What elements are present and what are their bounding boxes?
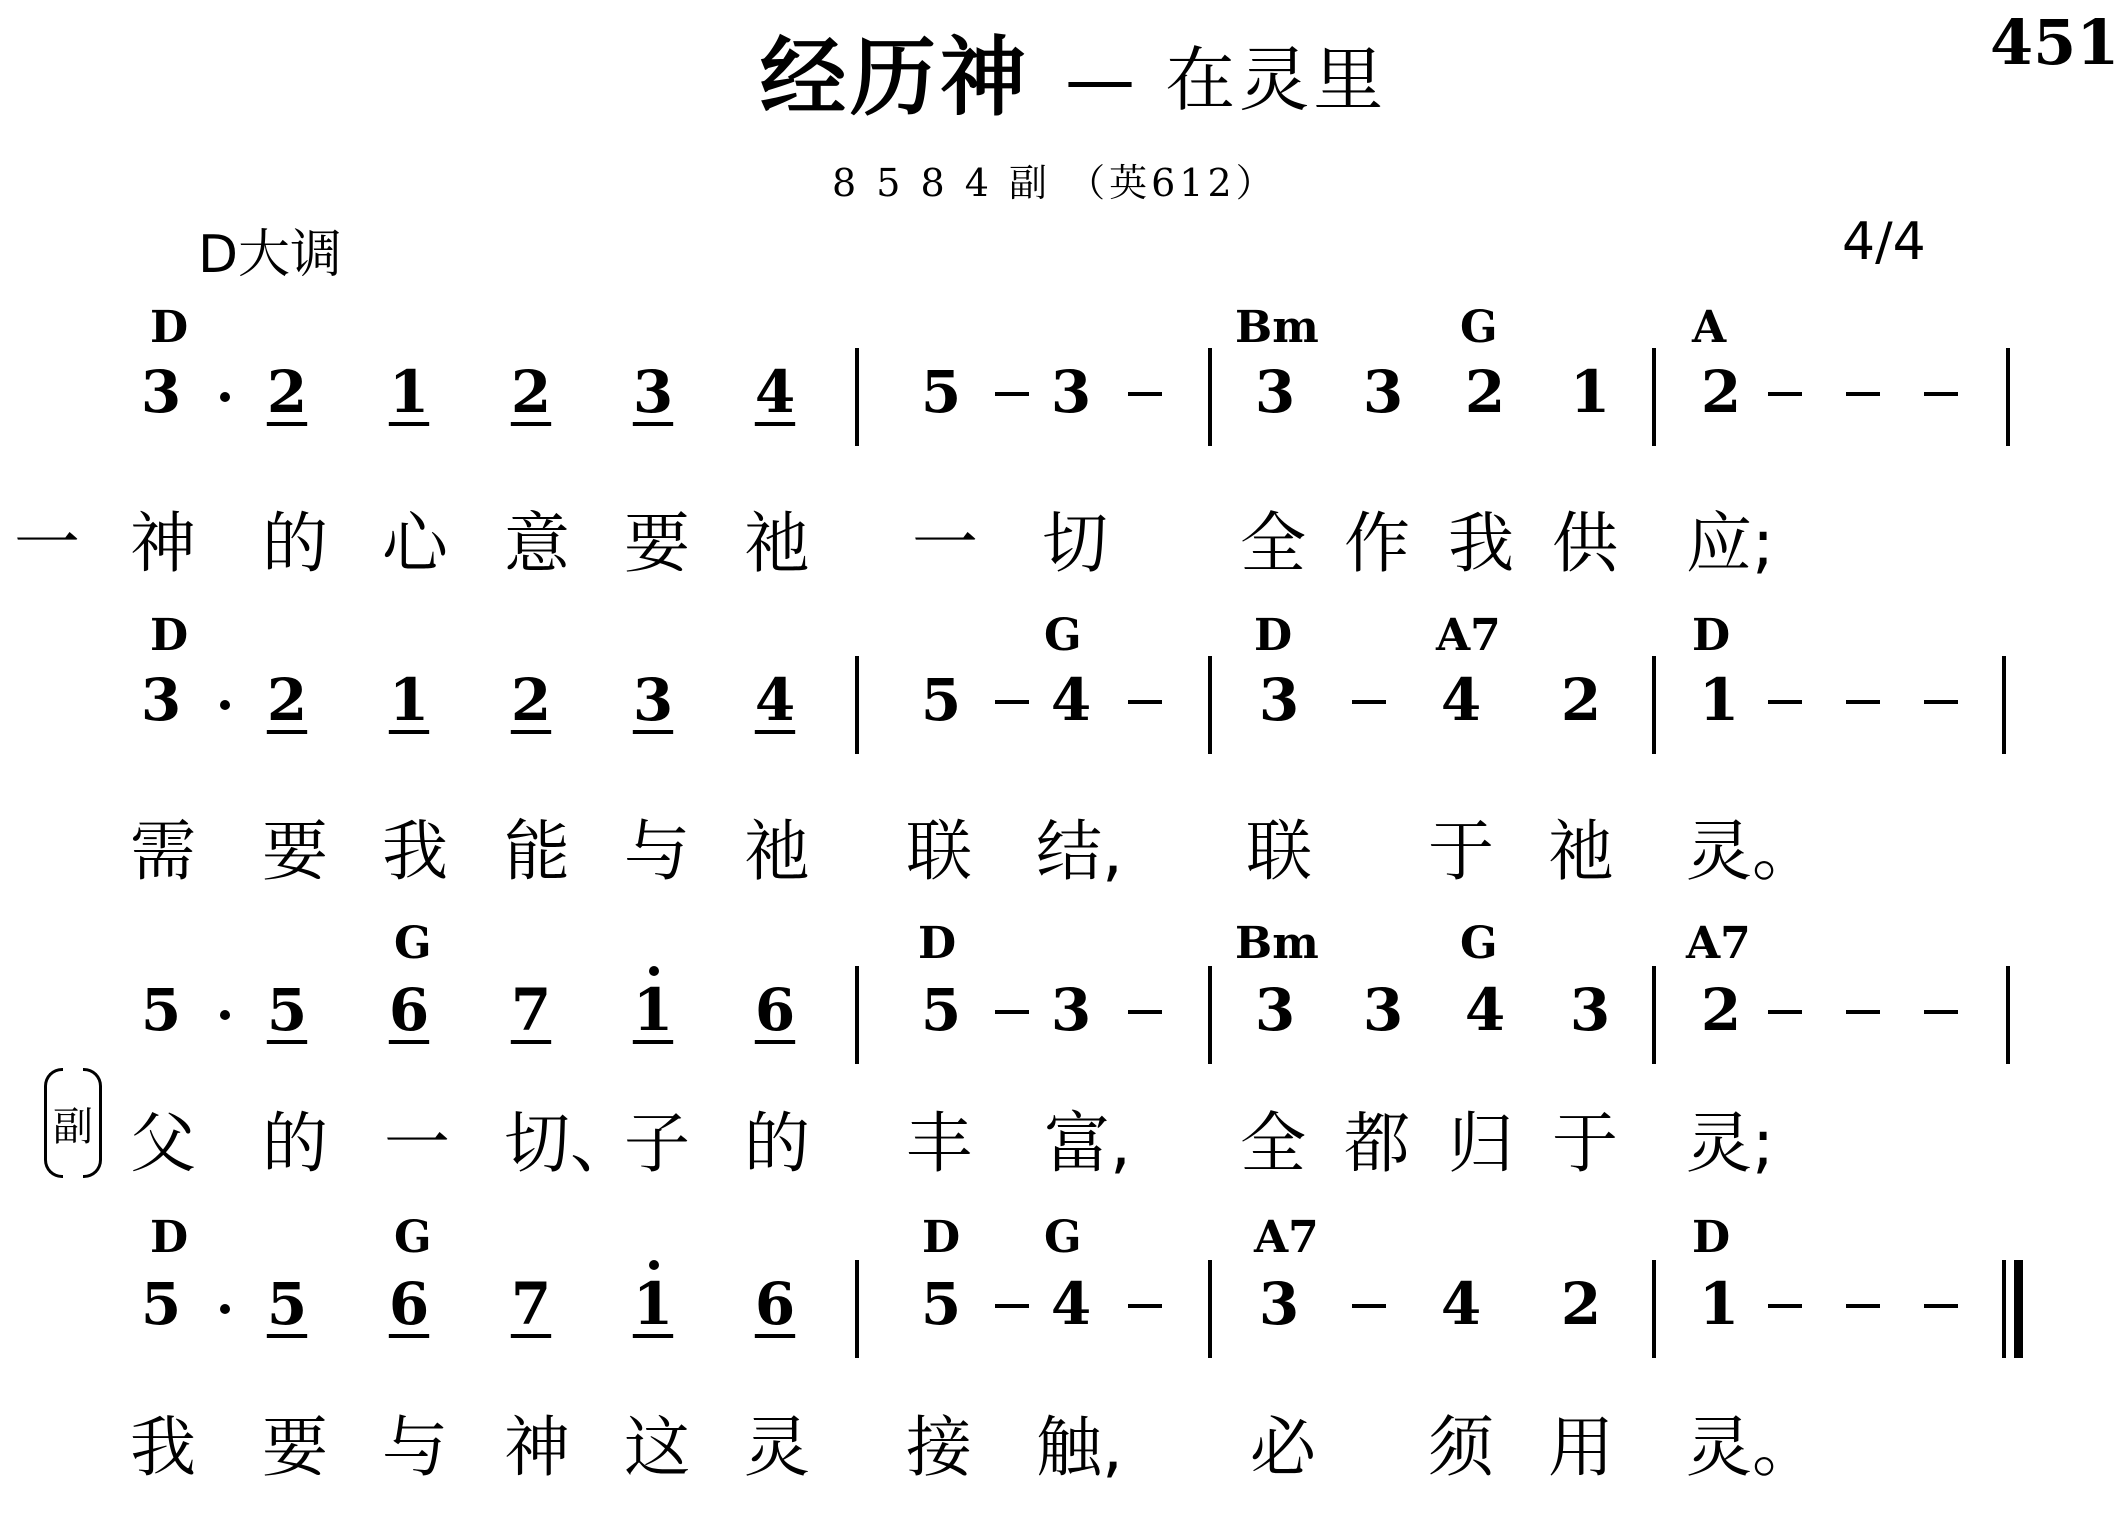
lyric-char: 灵 [744, 1409, 810, 1486]
barline [1652, 348, 1656, 446]
note: 7 [510, 976, 552, 1044]
note: 5 [920, 358, 962, 426]
chord: A7 [1686, 918, 1751, 969]
chord: Bm [1235, 302, 1319, 353]
lyric-char: 神 [504, 1409, 570, 1486]
note: 2 [1700, 358, 1742, 426]
hold-dash [1768, 700, 1802, 704]
chord: D [150, 610, 189, 661]
lyric-char: 归 [1448, 1105, 1514, 1182]
note: 3 [1569, 976, 1611, 1044]
note: 3 [1362, 976, 1404, 1044]
note: 4 [1440, 1270, 1482, 1338]
lyric-char: 神 [130, 505, 196, 582]
note: 1 [388, 666, 430, 734]
note: 4 [1050, 666, 1092, 734]
note: 4 [1440, 666, 1482, 734]
chord: D [1692, 1212, 1731, 1263]
chord: D [150, 1212, 189, 1263]
barline [2006, 966, 2010, 1064]
barline [2006, 348, 2010, 446]
lyric-char: 全 [1240, 1105, 1306, 1182]
barline [1208, 1260, 1212, 1358]
augmentation-dot [220, 1304, 230, 1314]
note: 2 [1560, 1270, 1602, 1338]
time-signature: 4/4 [1842, 212, 1926, 272]
lyric-char: 灵。 [1686, 1409, 1818, 1486]
chord: D [1254, 610, 1293, 661]
barline [1652, 1260, 1656, 1358]
note: 3 [1254, 358, 1296, 426]
chord: G [394, 1212, 432, 1263]
lyric-char: 切 [1042, 505, 1108, 582]
hold-dash [1924, 392, 1958, 396]
barline [855, 348, 859, 446]
lyric-char: 作 [1344, 505, 1410, 582]
chord: D [1692, 610, 1731, 661]
lyric-char: 与 [624, 813, 690, 890]
lyric-char: 一 [384, 1105, 450, 1182]
hold-dash [1846, 1304, 1880, 1308]
lyric-char: 接 [906, 1409, 972, 1486]
lyric-char: 联 [1246, 813, 1312, 890]
note: 5 [920, 976, 962, 1044]
lyric-char: 丰 [906, 1105, 972, 1182]
lyric-char: 灵。 [1686, 813, 1818, 890]
lyric-char: 祂 [1548, 813, 1614, 890]
note: 1 [1569, 358, 1611, 426]
hymn-number: 451 [1990, 6, 2120, 79]
note: 3 [632, 666, 674, 734]
lyric-char: 我 [382, 813, 448, 890]
chord: A [1692, 302, 1727, 353]
chord: G [394, 918, 432, 969]
lyric-char: 于 [1428, 813, 1494, 890]
note: 3 [1258, 666, 1300, 734]
hold-dash [1352, 700, 1386, 704]
lyric-char: 一 [14, 505, 80, 582]
note: 2 [510, 666, 552, 734]
lyric-char: 的 [262, 505, 328, 582]
hymn-title: 经历神 [760, 28, 1030, 128]
chord: G [1044, 1212, 1082, 1263]
note: 3 [632, 358, 674, 426]
chord: D [922, 1212, 961, 1263]
barline [855, 656, 859, 754]
hold-dash [1846, 1010, 1880, 1014]
hold-dash [1128, 392, 1162, 396]
lyric-char: 要 [624, 505, 690, 582]
lyric-char: 都 [1344, 1105, 1410, 1182]
hold-dash [1128, 1304, 1162, 1308]
note: 7 [510, 1270, 552, 1338]
augmentation-dot [220, 1010, 230, 1020]
barline [1208, 656, 1212, 754]
hold-dash [1768, 392, 1802, 396]
lyric-char: 能 [504, 813, 570, 890]
lyric-char: 我 [1448, 505, 1514, 582]
hold-dash [1924, 1010, 1958, 1014]
hold-dash [995, 700, 1029, 704]
chord: G [1044, 610, 1082, 661]
hold-dash [995, 1010, 1029, 1014]
lyric-char: 子 [624, 1105, 690, 1182]
note: 5 [920, 1270, 962, 1338]
hold-dash [1128, 1010, 1162, 1014]
lyric-char: 父 [130, 1105, 196, 1182]
hold-dash [1768, 1010, 1802, 1014]
hold-dash [1846, 700, 1880, 704]
barline [1208, 348, 1212, 446]
chord: A7 [1436, 610, 1501, 661]
lyric-char: 必 [1250, 1409, 1316, 1486]
barline [1208, 966, 1212, 1064]
barline [855, 966, 859, 1064]
note: 2 [266, 666, 308, 734]
chord: G [1460, 918, 1498, 969]
note: 5 [266, 976, 308, 1044]
note: 2 [1700, 976, 1742, 1044]
chord: D [150, 302, 189, 353]
lyric-char: 联 [906, 813, 972, 890]
hymn-subtitle: — 在灵里 [1065, 39, 1388, 121]
note: 1 [1698, 666, 1740, 734]
hold-dash [995, 392, 1029, 396]
key-signature: D大调 [198, 225, 343, 285]
lyric-char: 用 [1548, 1409, 1614, 1486]
lyric-char: 触, [1036, 1409, 1123, 1486]
lyric-char: 全 [1240, 505, 1306, 582]
hold-dash [1352, 1304, 1386, 1308]
chord: D [918, 918, 957, 969]
lyric-char: 应; [1686, 505, 1775, 582]
hold-dash [1924, 700, 1958, 704]
note: 3 [1258, 1270, 1300, 1338]
note: 5 [266, 1270, 308, 1338]
meter-info: 8 5 8 4 副 （英612） [832, 161, 1278, 205]
lyric-char: 富, [1044, 1105, 1131, 1182]
barline [855, 1260, 859, 1358]
note-high: 1 [632, 1270, 674, 1338]
lyric-char: 供 [1552, 505, 1618, 582]
lyric-char: 我 [130, 1409, 196, 1486]
note: 2 [1560, 666, 1602, 734]
note: 1 [1698, 1270, 1740, 1338]
lyric-char: 结, [1036, 813, 1123, 890]
note: 5 [920, 666, 962, 734]
note: 3 [140, 358, 182, 426]
note: 3 [1050, 358, 1092, 426]
note: 5 [140, 1270, 182, 1338]
lyric-char: 的 [744, 1105, 810, 1182]
note: 4 [754, 358, 796, 426]
lyric-char: 灵; [1686, 1105, 1775, 1182]
hold-dash [1924, 1304, 1958, 1308]
lyric-char: 要 [262, 813, 328, 890]
note: 4 [754, 666, 796, 734]
chord: G [1460, 302, 1498, 353]
augmentation-dot [220, 392, 230, 402]
note: 2 [1464, 358, 1506, 426]
note: 4 [1050, 1270, 1092, 1338]
high-octave-dot [649, 966, 659, 976]
lyric-char: 这 [624, 1409, 690, 1486]
barline [2002, 656, 2006, 754]
barline [1652, 966, 1656, 1064]
note: 3 [1362, 358, 1404, 426]
barline [1652, 656, 1656, 754]
lyric-char: 要 [262, 1409, 328, 1486]
note: 6 [754, 976, 796, 1044]
lyric-char: 祂 [744, 813, 810, 890]
hold-dash [1128, 700, 1162, 704]
chord: A7 [1254, 1212, 1319, 1263]
final-barline-thick [2014, 1260, 2023, 1358]
lyric-char: 祂 [744, 505, 810, 582]
hold-dash [995, 1304, 1029, 1308]
lyric-char: 切、 [504, 1105, 636, 1182]
note: 6 [754, 1270, 796, 1338]
lyric-char: 须 [1428, 1409, 1494, 1486]
lyric-char: 心 [382, 505, 448, 582]
note: 3 [1050, 976, 1092, 1044]
note: 3 [1254, 976, 1296, 1044]
note: 6 [388, 1270, 430, 1338]
final-barline-thin [2002, 1260, 2006, 1358]
lyric-char: 的 [262, 1105, 328, 1182]
high-octave-dot [649, 1260, 659, 1270]
hold-dash [1846, 392, 1880, 396]
lyric-char: 需 [130, 813, 196, 890]
lyric-char: 与 [382, 1409, 448, 1486]
note: 2 [266, 358, 308, 426]
note: 2 [510, 358, 552, 426]
hold-dash [1768, 1304, 1802, 1308]
lyric-char: 意 [504, 505, 570, 582]
note: 4 [1464, 976, 1506, 1044]
refrain-marker: 副 [44, 1068, 102, 1178]
note: 6 [388, 976, 430, 1044]
lyric-char: 一 [912, 505, 978, 582]
chord: Bm [1235, 918, 1319, 969]
note: 5 [140, 976, 182, 1044]
note-high: 1 [632, 976, 674, 1044]
note: 1 [388, 358, 430, 426]
augmentation-dot [220, 700, 230, 710]
note: 3 [140, 666, 182, 734]
lyric-char: 于 [1552, 1105, 1618, 1182]
